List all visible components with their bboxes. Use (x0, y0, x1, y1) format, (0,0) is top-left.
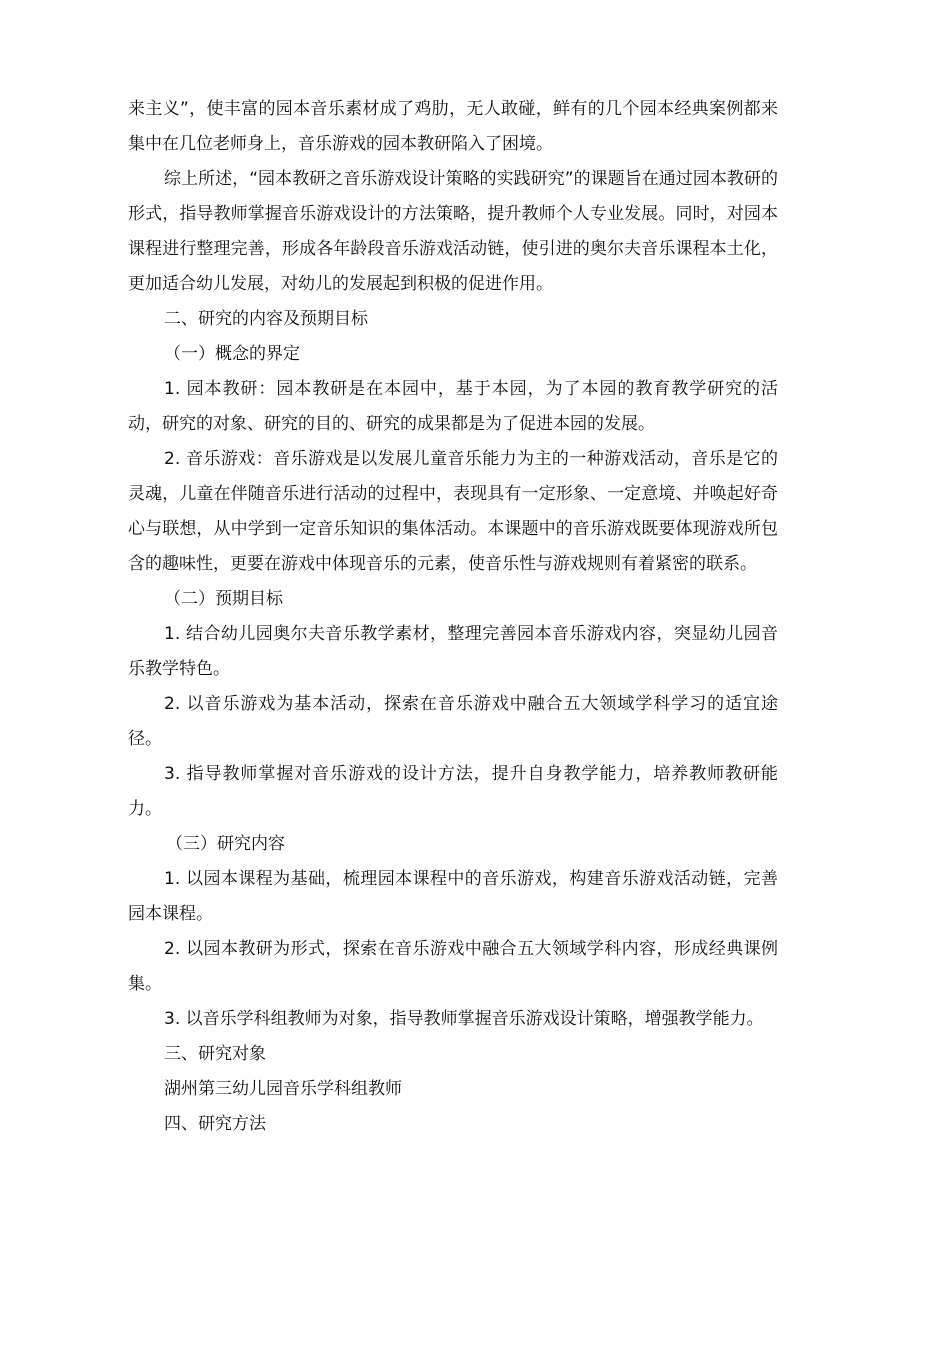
section-heading-2: 二、研究的内容及预期目标 (164, 309, 368, 329)
definition-item-1: 1. 园本教研：园本教研是在本园中，基于本园，为了本园的教育教学研究的活动，研究的对象、研究的目的、研究的成果都是为了促进本园的发展。 (128, 379, 778, 434)
subsection-heading-2: （二）预期目标 (164, 589, 283, 609)
section-heading-3: 三、研究对象 (164, 1044, 266, 1064)
goal-item-2: 2. 以音乐游戏为基本活动，探索在音乐游戏中融合五大领域学科学习的适宜途径。 (128, 694, 778, 749)
research-subject: 湖州第三幼儿园音乐学科组教师 (164, 1079, 402, 1099)
section-heading-4: 四、研究方法 (164, 1114, 266, 1134)
content-item-2: 2. 以园本教研为形式，探索在音乐游戏中融合五大领域学科内容，形成经典课例集。 (128, 939, 778, 994)
paragraph-summary: 综上所述，“园本教研之音乐游戏设计策略的实践研究”的课题旨在通过园本教研的形式，指导教师掌握音乐游戏设计的方法策略，提升教师个人专业发展。同时，对园本课程进行整理完善，形成各年龄段音乐游戏活动链，使引进的奥尔夫音乐课程本土化，更加适合幼儿发展，对幼儿的发展起到积极的促进作用。 (128, 169, 778, 294)
subsection-heading-1: （一）概念的界定 (164, 344, 300, 364)
goal-item-1: 1. 结合幼儿园奥尔夫音乐教学素材，整理完善园本音乐游戏内容，突显幼儿园音乐教学特色。 (128, 624, 778, 679)
definition-item-2: 2. 音乐游戏：音乐游戏是以发展儿童音乐能力为主的一种游戏活动，音乐是它的灵魂，儿童在伴随音乐进行活动的过程中，表现具有一定形象、一定意境、并唤起好奇心与联想，从中学到一定音乐知识的集体活动。本课题中的音乐游戏既要体现游戏所包含的趣味性，更要在游戏中体现音乐的元素，使音乐性与游戏规则有着紧密的联系。 (128, 449, 778, 574)
subsection-heading-3: （三）研究内容 (166, 834, 285, 854)
goal-item-3: 3. 指导教师掌握对音乐游戏的设计方法，提升自身教学能力，培养教师教研能力。 (128, 764, 778, 819)
document-body (128, 92, 778, 1142)
content-item-3: 3. 以音乐学科组教师为对象，指导教师掌握音乐游戏设计策略，增强教学能力。 (164, 1009, 764, 1029)
content-item-1: 1. 以园本课程为基础，梳理园本课程中的音乐游戏，构建音乐游戏活动链，完善园本课程。 (128, 869, 778, 924)
paragraph-continued: 来主义”，使丰富的园本音乐素材成了鸡肋，无人敢碰，鲜有的几个园本经典案例都来集中在几位老师身上，音乐游戏的园本教研陷入了困境。 (128, 99, 778, 154)
